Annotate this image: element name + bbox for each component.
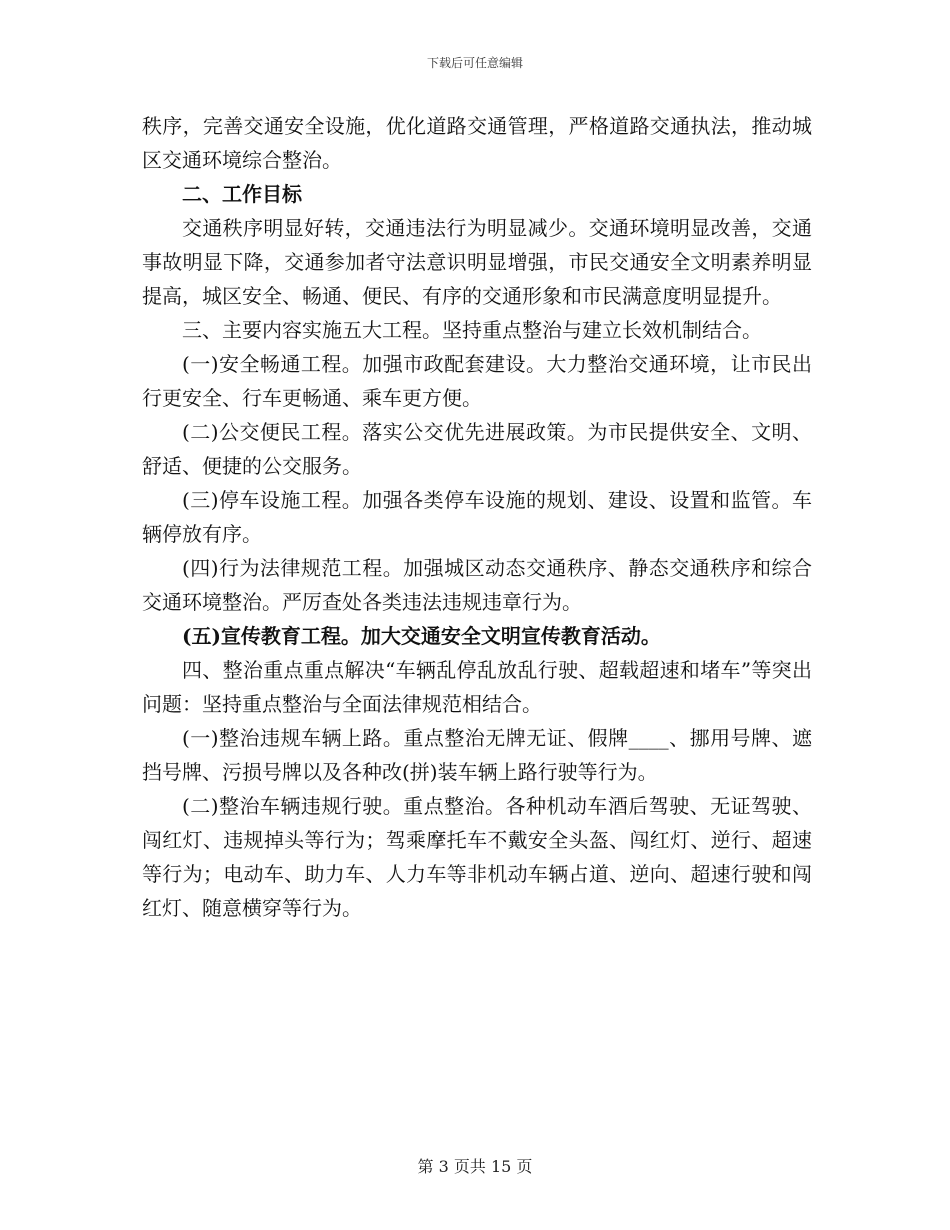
section-heading-focus: 四、整治重点重点解决“车辆乱停乱放乱行驶、超载超速和堵车”等突出问题：坚持重点整治与全面法律规范相结合。 [142,658,812,716]
paragraph-goals: 交通秩序明显好转，交通违法行为明显减少。交通环境明显改善，交通事故明显下降，交通参加者守法意识明显增强，市民交通安全文明素养明显提高，城区安全、畅通、便民、有序的交通形象和市民满意度明显提升。 [142,216,812,308]
section-heading-goals: 二、工作目标 [182,182,302,206]
paragraph-focus-1: (一)整治违规车辆上路。重点整治无牌无证、假牌____、挪用号牌、遮挡号牌、污损号牌以及各种改(拼)装车辆上路行驶等行为。 [142,726,812,784]
paragraph-item-2: (二)公交便民工程。落实公交优先进展政策。为市民提供安全、文明、舒适、便捷的公交服务。 [142,420,812,478]
section-heading-main-content: 三、主要内容实施五大工程。坚持重点整治与建立长效机制结合。 [182,318,762,342]
paragraph-item-1: (一)安全畅通工程。加强市政配套建设。大力整治交通环境，让市民出行更安全、行车更畅通、乘车更方便。 [142,352,812,410]
document-body [142,109,812,925]
page-header: 下载后可任意编辑 [426,56,523,70]
paragraph-continuation: 秩序，完善交通安全设施，优化道路交通管理，严格道路交通执法，推动城区交通环境综合整治。 [142,114,812,172]
page-number: 第 3 页共 15 页 [417,1157,533,1176]
paragraph-focus-2: (二)整治车辆违规行驶。重点整治。各种机动车酒后驾驶、无证驾驶、闯红灯、违规掉头等行为；驾乘摩托车不戴安全头盔、闯红灯、逆行、超速等行为；电动车、助力车、人力车等非机动车辆占道、逆向、超速行驶和闯红灯、随意横穿等行为。 [142,794,812,920]
paragraph-item-5: (五)宣传教育工程。加大交通安全文明宣传教育活动。 [182,624,661,648]
paragraph-item-4: (四)行为法律规范工程。加强城区动态交通秩序、静态交通秩序和综合交通环境整治。严厉查处各类违法违规违章行为。 [142,556,812,614]
paragraph-item-3: (三)停车设施工程。加强各类停车设施的规划、建设、设置和监管。车辆停放有序。 [142,488,812,546]
